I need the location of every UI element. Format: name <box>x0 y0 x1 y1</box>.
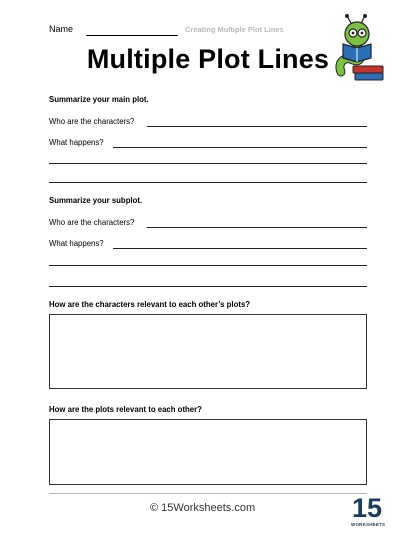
main-answer-line-2[interactable] <box>49 163 367 164</box>
question-characters-relevance: How are the characters relevant to each other’s plots? <box>49 300 251 309</box>
main-happens-answer-line[interactable] <box>113 147 367 148</box>
sub-characters-answer-line[interactable] <box>147 227 367 228</box>
page-title: Multiple Plot Lines <box>86 44 330 74</box>
question-plots-relevance: How are the plots relevant to each other? <box>49 405 202 414</box>
subplot-heading: Summarize your subplot. <box>49 196 143 205</box>
sub-answer-line-2[interactable] <box>49 265 367 266</box>
name-label: Name <box>49 24 74 34</box>
sub-happens-prompt: What happens? <box>49 239 104 248</box>
main-happens-prompt: What happens? <box>49 138 104 147</box>
name-field-line[interactable] <box>86 35 178 36</box>
worksheet-subtitle: Creating Multiple Plot Lines <box>185 25 284 34</box>
sub-happens-answer-line[interactable] <box>113 248 367 249</box>
main-characters-answer-line[interactable] <box>147 126 367 127</box>
logo-caption: WORKSHEETS <box>351 522 386 527</box>
answer-box-2[interactable] <box>49 419 367 485</box>
footer-copyright: © 15Worksheets.com <box>150 502 256 514</box>
main-characters-prompt: Who are the characters? <box>49 117 135 126</box>
sub-answer-line-3[interactable] <box>49 286 367 287</box>
footer-divider <box>49 493 367 494</box>
main-answer-line-3[interactable] <box>49 182 367 183</box>
main-plot-heading: Summarize your main plot. <box>49 95 149 104</box>
answer-box-1[interactable] <box>49 314 367 389</box>
logo-number: 15 <box>351 493 383 523</box>
sub-characters-prompt: Who are the characters? <box>49 218 135 227</box>
15worksheets-logo-icon <box>351 493 386 531</box>
